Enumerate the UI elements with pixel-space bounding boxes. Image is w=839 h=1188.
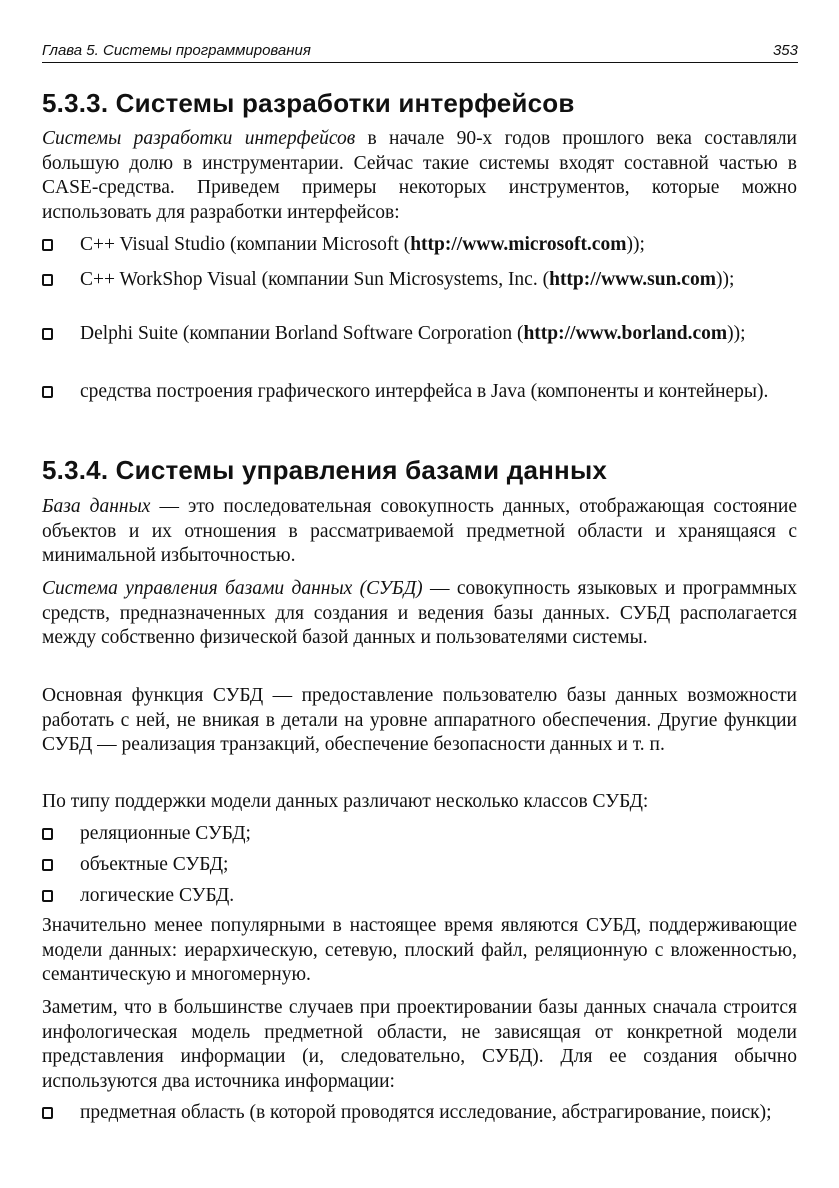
paragraph-interface-systems: Системы разработки интерфейсов в начале 90-х годов прошлого века составляли большую долю в инструментарии. Сейчас такие системы входят составной частью в CASE-средства. Приведем примеры некоторых инструментов, которые можно использовать для разработки интерфейсов: [42,128,797,223]
list-item: средства построения графического интерфейса в Java (компоненты и контейнеры). [42,380,797,405]
section-heading-5-3-4: 5.3.4. Системы управления базами данных [42,455,608,485]
checkbox-bullet-icon [42,274,53,286]
checkbox-bullet-icon [42,239,53,251]
list-item: реляционные СУБД; [42,822,797,847]
paragraph-dbms-definition: Система управления базами данных (СУБД) — совокупность языковых и программных средств, предназначенных для создания и ведения базы данных. СУБД располагается между собственно физической базой данных и пользователями системы. [42,578,798,648]
section-heading-5-3-3: 5.3.3. Системы разработки интерфейсов [42,88,575,118]
running-header [42,38,798,63]
checkbox-bullet-icon [42,328,53,340]
checkbox-bullet-icon [42,1107,53,1119]
checkbox-bullet-icon [42,386,53,398]
paragraph-infological-model: Заметим, что в большинстве случаев при проектировании базы данных сначала строится инфологическая модель предметной области, не зависящая от конкретной модели представления информации (и, следовательно, СУБД). Для ее создания обычно используются два источника информации: [42,997,797,1092]
list-item: объектные СУБД; [42,853,797,878]
paragraph-dbms-classes-intro: По типу поддержки модели данных различают несколько классов СУБД: [42,791,649,812]
page-number: 353 [772,42,798,59]
list-item: логические СУБД. [42,884,797,909]
term-database: База данных [42,496,151,517]
list-item: C++ WorkShop Visual (компании Sun Microsystems, Inc. (http://www.sun.com)); [42,268,797,293]
checkbox-bullet-icon [42,828,53,840]
paragraph-database-definition: База данных — это последовательная совокупность данных, отображающая состояние объектов и их отношения в рассматриваемой предметной области и хранящаяся с минимальной избыточностью. [42,496,797,566]
list-item: C++ Visual Studio (компании Microsoft (http://www.microsoft.com)); [42,233,797,258]
term-dbms: Система управления базами данных (СУБД) [42,578,423,599]
term-interface-systems: Системы разработки интерфейсов [42,128,356,149]
paragraph-dbms-function: Основная функция СУБД — предоставление пользователю базы данных возможности работать с ней, не вникая в детали на уровне аппаратного обеспечения. Другие функции СУБД — реализация транзакций, обеспечение безопасности данных и т. п. [42,685,797,755]
url-link[interactable]: http://www.microsoft.com [410,234,627,255]
checkbox-bullet-icon [42,890,53,902]
list-item: Delphi Suite (компании Borland Software Corporation (http://www.borland.com)); [42,322,797,347]
url-link[interactable]: http://www.sun.com [549,269,716,290]
chapter-title: Глава 5. Системы программирования [42,42,311,59]
url-link[interactable]: http://www.borland.com [523,323,728,344]
list-item: предметная область (в которой проводятся исследование, абстрагирование, поиск); [42,1101,797,1126]
checkbox-bullet-icon [42,859,53,871]
paragraph-other-models: Значительно менее популярными в настоящее время являются СУБД, поддерживающие модели данных: иерархическую, сетевую, плоский файл, реляционную с вложенностью, семантическую и многомерную. [42,915,797,985]
